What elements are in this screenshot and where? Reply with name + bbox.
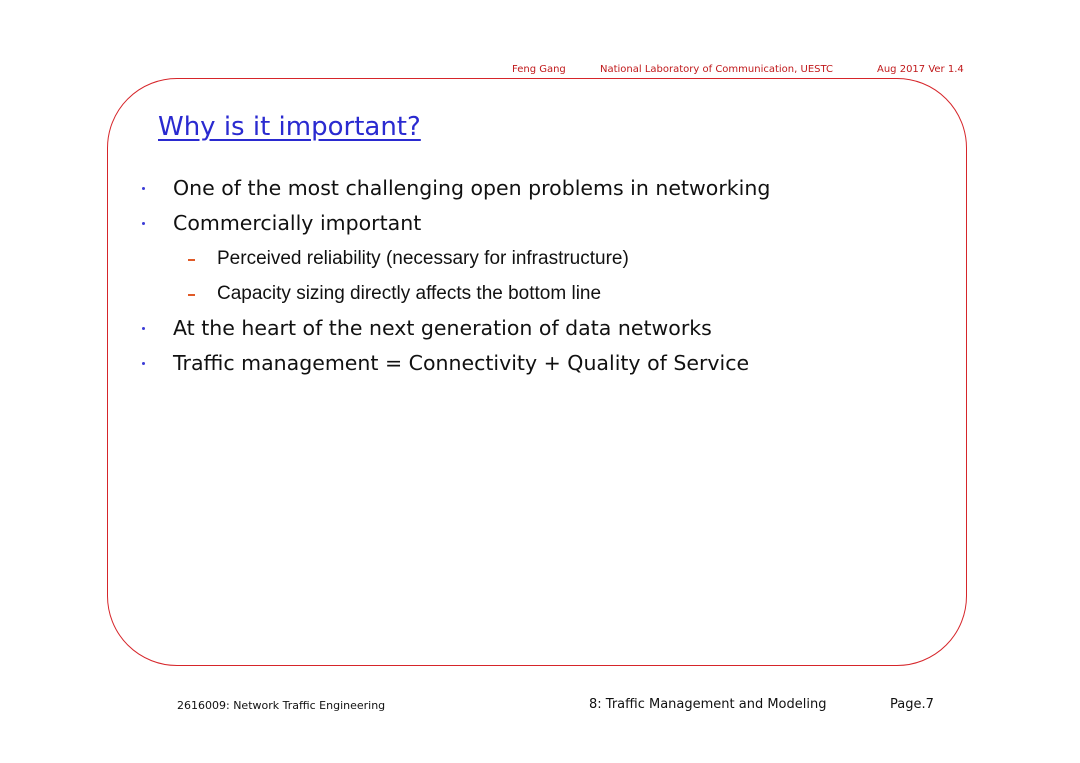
dash-icon bbox=[188, 294, 195, 296]
sub-bullet-item bbox=[138, 276, 938, 311]
sub-bullet-item bbox=[138, 241, 938, 276]
bullet-text: Commercially important bbox=[173, 211, 422, 235]
bullet-dot-icon bbox=[142, 187, 145, 190]
bullet-dot-icon bbox=[142, 222, 145, 225]
footer-page-number: Page.7 bbox=[890, 697, 934, 712]
bullet-dot-icon bbox=[142, 362, 145, 365]
bullet-text: Traffic management = Connectivity + Quality of Service bbox=[173, 351, 750, 375]
header-version: Aug 2017 Ver 1.4 bbox=[877, 64, 964, 75]
slide-title: Why is it important? bbox=[158, 112, 421, 142]
sub-bullet-text: Capacity sizing directly affects the bottom line bbox=[217, 283, 602, 304]
sub-bullet-text: Perceived reliability (necessary for infrastructure) bbox=[217, 248, 629, 269]
dash-icon bbox=[188, 259, 195, 261]
bullet-item bbox=[138, 311, 938, 346]
footer-course: 2616009: Network Traffic Engineering bbox=[177, 699, 386, 712]
bullet-text: One of the most challenging open problems in networking bbox=[173, 176, 771, 200]
header-lab: National Laboratory of Communication, UESTC bbox=[600, 64, 833, 75]
bullet-item bbox=[138, 206, 938, 241]
bullet-dot-icon bbox=[142, 327, 145, 330]
bullet-text: At the heart of the next generation of data networks bbox=[173, 316, 712, 340]
header-author: Feng Gang bbox=[512, 64, 566, 75]
bullet-item bbox=[138, 346, 938, 381]
bullet-list bbox=[138, 171, 938, 381]
footer-chapter: 8: Traffic Management and Modeling bbox=[589, 697, 827, 712]
bullet-item bbox=[138, 171, 938, 206]
